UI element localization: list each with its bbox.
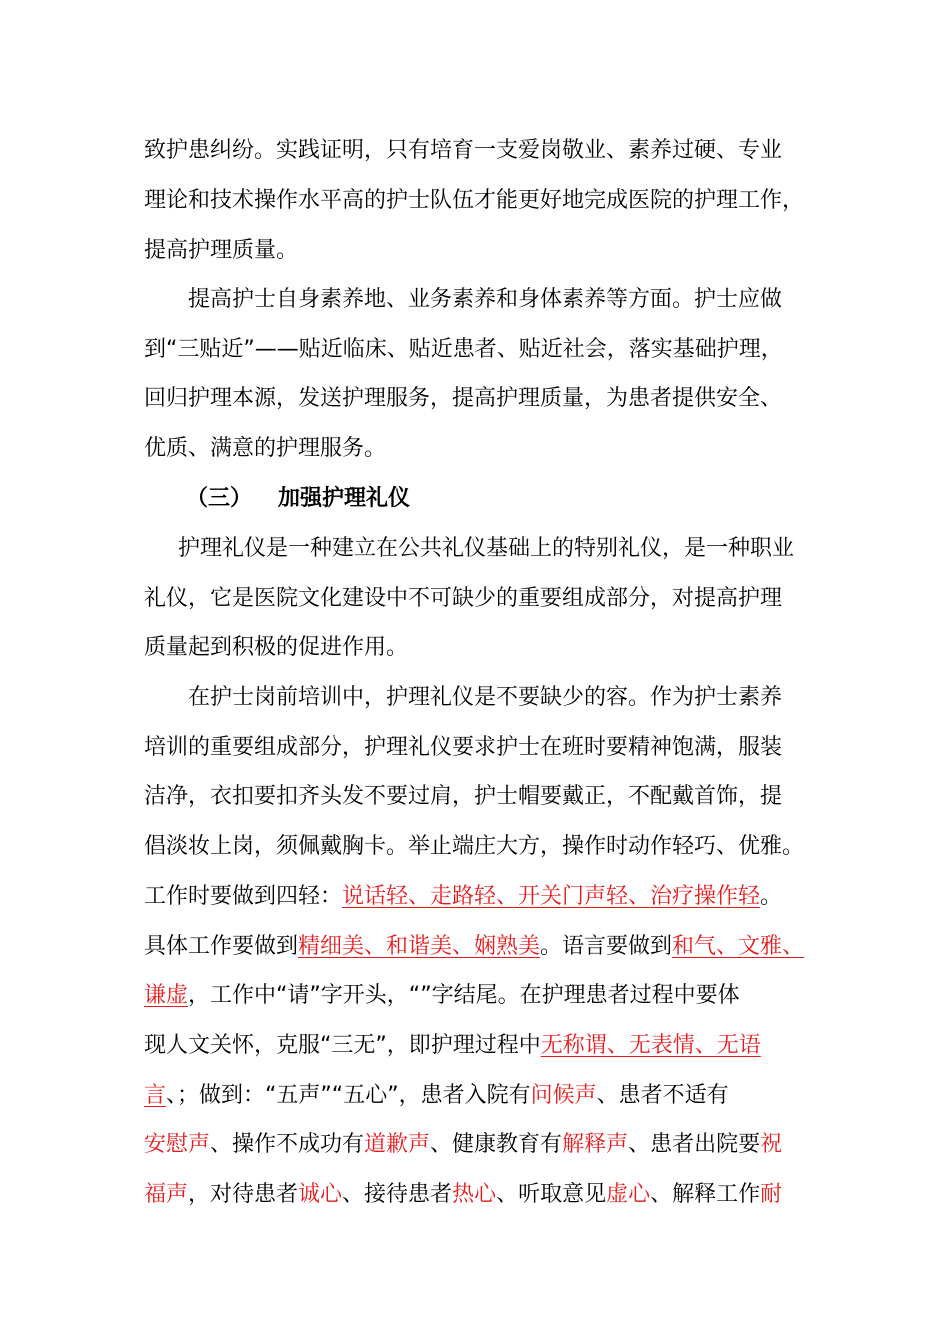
paragraph-4-line-11 bbox=[144, 1180, 782, 1210]
text-run: 、健康教育有 bbox=[430, 1132, 563, 1157]
text-run: 、操作不成功有 bbox=[210, 1132, 365, 1157]
paragraph-3-line-1: 护理礼仪是一种建立在公共礼仪基础上的特别礼仪，是一种职业 bbox=[178, 536, 795, 561]
paragraph-4-line-7 bbox=[144, 981, 740, 1011]
paragraph-1-line-2: 理论和技术操作水平高的护士队伍才能更好地完成医院的护理工作， bbox=[144, 188, 805, 213]
highlighted-text: 道歉声 bbox=[364, 1132, 431, 1157]
paragraph-3-line-3: 质量起到积极的促进作用。 bbox=[144, 635, 409, 660]
text-run: 、解释工作 bbox=[650, 1182, 761, 1207]
text-run: 工作时要做到四轻： bbox=[144, 884, 343, 909]
text-run: 。 bbox=[760, 884, 783, 909]
text-run: ，工作中“请”字开头，“”字结尾。在护理患者过程中要体 bbox=[188, 983, 740, 1008]
highlighted-text: 问候声 bbox=[530, 1083, 597, 1108]
paragraph-4-line-6 bbox=[144, 932, 804, 962]
paragraph-4-line-3: 洁净，衣扣要扣齐头发不要过肩，护士帽要戴正，不配戴首饰，提 bbox=[144, 784, 783, 809]
highlighted-text: 言 bbox=[144, 1083, 167, 1108]
text-run: 、听取意见 bbox=[496, 1182, 607, 1207]
paragraph-4-line-5 bbox=[144, 882, 782, 912]
paragraph-4-line-8 bbox=[144, 1031, 761, 1061]
paragraph-4-line-1: 在护士岗前培训中，护理礼仪是不要缺少的容。作为护士素养 bbox=[188, 685, 783, 710]
paragraph-4-line-10 bbox=[144, 1130, 782, 1160]
highlighted-text: 解释声 bbox=[562, 1132, 629, 1157]
highlighted-text: 诚心 bbox=[298, 1182, 343, 1207]
text-run: 现人文关怀，克服“三无”，即护理过程中 bbox=[144, 1033, 541, 1058]
paragraph-1-line-3: 提高护理质量。 bbox=[144, 238, 299, 263]
paragraph-4-line-2: 培训的重要组成部分，护理礼仪要求护士在班时要精神饱满，服装 bbox=[144, 735, 783, 760]
section-title: 加强护理礼仪 bbox=[278, 486, 411, 511]
highlighted-text: 安慰声 bbox=[144, 1132, 211, 1157]
highlighted-text: 谦虚 bbox=[144, 983, 189, 1008]
highlighted-text: 福声 bbox=[144, 1182, 189, 1207]
highlighted-text: 虚心 bbox=[606, 1182, 651, 1207]
section-heading bbox=[186, 484, 410, 514]
paragraph-2-line-3: 回归护理本源，发送护理服务，提高护理质量，为患者提供安全、 bbox=[144, 386, 783, 411]
text-run: 具体工作要做到 bbox=[144, 934, 299, 959]
highlighted-text: 精细美、和谐美、娴熟美 bbox=[298, 934, 541, 959]
paragraph-2-line-2: 到“三贴近”——贴近临床、贴近患者、贴近社会，落实基础护理， bbox=[144, 337, 783, 362]
text-run: 、患者出院要 bbox=[628, 1132, 761, 1157]
highlighted-text: 和气、文雅、 bbox=[672, 934, 805, 959]
highlighted-text: 耐 bbox=[760, 1182, 783, 1207]
text-run: 、患者不适有 bbox=[596, 1083, 729, 1108]
highlighted-text: 无称谓、无表情、无语 bbox=[540, 1033, 761, 1058]
text-run: 、；做到：“五声”“五心”，患者入院有 bbox=[166, 1083, 531, 1108]
highlighted-text: 说话轻、走路轻、开关门声轻、治疗操作轻 bbox=[342, 884, 761, 909]
paragraph-4-line-4: 倡淡妆上岗，须佩戴胸卡。举止端庄大方，操作时动作轻巧、优雅。 bbox=[144, 834, 805, 859]
paragraph-1-line-1: 致护患纠纷。实践证明，只有培育一支爱岗敬业、素养过硬、专业 bbox=[144, 138, 783, 163]
paragraph-2-line-4: 优质、满意的护理服务。 bbox=[144, 436, 387, 461]
paragraph-2-line-1: 提高护士自身素养地、业务素养和身体素养等方面。护士应做 bbox=[188, 287, 783, 312]
paragraph-3-line-2: 礼仪，它是医院文化建设中不可缺少的重要组成部分，对提高护理 bbox=[144, 586, 783, 611]
highlighted-text: 祝 bbox=[760, 1132, 783, 1157]
text-run: 、接待患者 bbox=[342, 1182, 453, 1207]
text-run: ，对待患者 bbox=[188, 1182, 299, 1207]
paragraph-4-line-9 bbox=[144, 1081, 729, 1111]
highlighted-text: 热心 bbox=[452, 1182, 497, 1207]
section-number: （三） bbox=[186, 486, 253, 511]
text-run: 。语言要做到 bbox=[540, 934, 673, 959]
